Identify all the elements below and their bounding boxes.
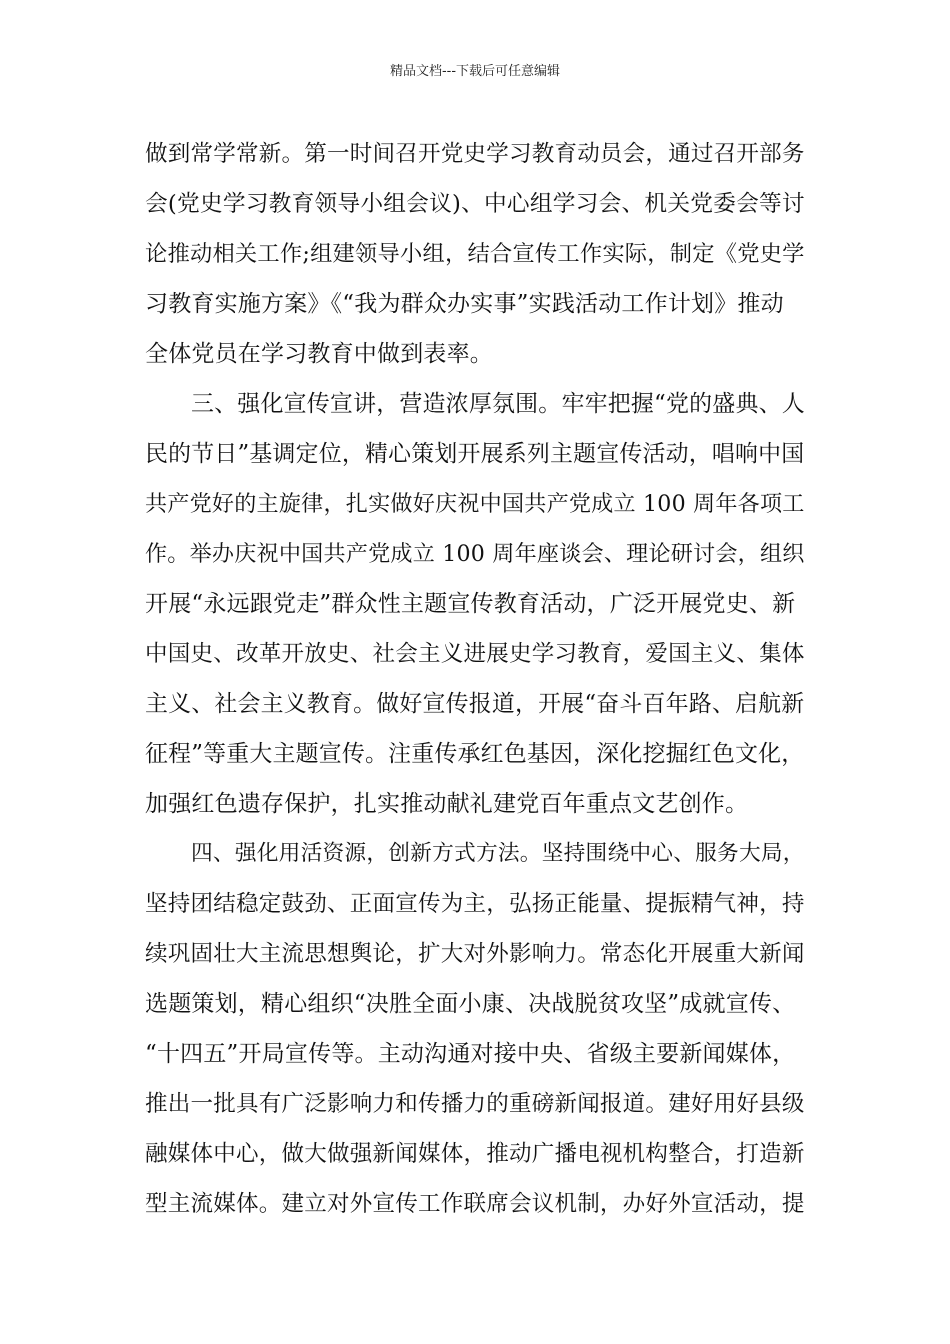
body-text-line: “十四五”开局宣传等。主动沟通对接中央、省级主要新闻媒体， [145, 1041, 796, 1067]
body-text-line: 作。举办庆祝中国共产党成立 100 周年座谈会、理论研讨会，组织 [145, 541, 805, 567]
paragraph-three-start: 三、强化宣传宣讲，营造浓厚氛围。牢牢把握“党的盛典、人 [191, 391, 805, 417]
body-text-line: 选题策划，精心组织“决胜全面小康、决战脱贫攻坚”成就宣传、 [145, 991, 796, 1017]
body-text-line: 融媒体中心，做大做强新闻媒体，推动广播电视机构整合，打造新 [145, 1141, 805, 1167]
body-text-line: 习教育实施方案》《“我为群众办实事”实践活动工作计划》推动 [145, 291, 784, 317]
body-text-line: 开展“永远跟党走”群众性主题宣传教育活动，广泛开展党史、新 [145, 591, 796, 617]
body-text-line: 共产党好的主旋律，扎实做好庆祝中国共产党成立 100 周年各项工 [145, 491, 805, 517]
body-text-line: 做到常学常新。第一时间召开党史学习教育动员会，通过召开部务 [145, 141, 805, 167]
body-text-line: 征程”等重大主题宣传。注重传承红色基因，深化挖掘红色文化， [145, 741, 805, 767]
body-text-line: 坚持团结稳定鼓劲、正面宣传为主，弘扬正能量、提振精气神，持 [145, 891, 805, 917]
paragraph-four-start: 四、强化用活资源，创新方式方法。坚持围绕中心、服务大局， [191, 841, 805, 866]
page-header: 精品文档---下载后可任意编辑 [389, 64, 561, 79]
body-text-line: 全体党员在学习教育中做到表率。 [145, 341, 493, 367]
body-text-line: 论推动相关工作;组建领导小组，结合宣传工作实际，制定《党史学 [145, 241, 805, 267]
body-text-line: 续巩固壮大主流思想舆论，扩大对外影响力。常态化开展重大新闻 [145, 941, 805, 967]
body-text-line: 民的节日”基调定位，精心策划开展系列主题宣传活动，唱响中国 [145, 441, 805, 467]
body-text-line: 型主流媒体。建立对外宣传工作联席会议机制，办好外宣活动，提 [145, 1191, 805, 1217]
body-text-line: 主义、社会主义教育。做好宣传报道，开展“奋斗百年路、启航新 [145, 691, 805, 717]
body-text-line: 加强红色遗存保护，扎实推动献礼建党百年重点文艺创作。 [145, 791, 749, 817]
body-text-line: 推出一批具有广泛影响力和传播力的重磅新闻报道。建好用好县级 [145, 1091, 805, 1117]
body-text-line: 中国史、改革开放史、社会主义进展史学习教育，爱国主义、集体 [145, 641, 805, 667]
body-text-line: 会(党史学习教育领导小组会议)、中心组学习会、机关党委会等讨 [145, 191, 805, 217]
